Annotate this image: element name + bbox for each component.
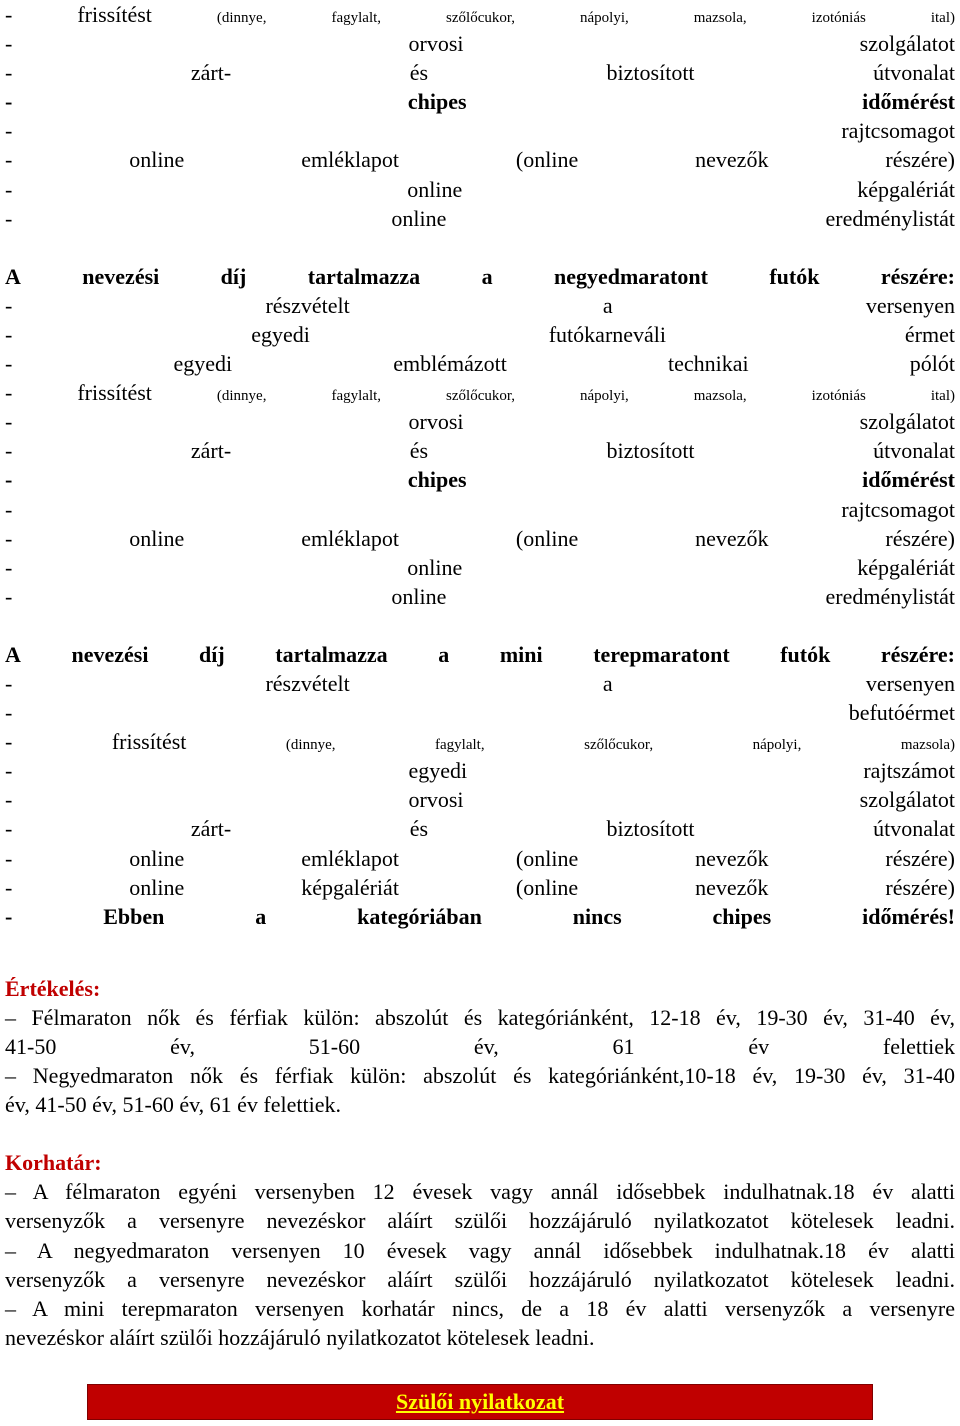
list-item-word: online [391,205,447,231]
list-item-word: nevezők [695,874,769,900]
list-item-word: - [5,351,13,377]
list-item-word: chipes [407,467,467,493]
heading-word: díj [220,263,247,289]
list-item-word: részvételt [265,670,350,696]
list-item [5,902,955,931]
heading-word: a [481,263,493,289]
list-item-word: - [5,409,13,435]
heading-word: A [5,641,21,667]
list-item-word: - [5,496,13,522]
list-item-word: részére) [885,845,955,871]
list-item-word: izotóniás [811,388,866,405]
age-limit-title: Korhatár: [5,1150,102,1176]
heading-word: részére: [880,641,955,667]
list-item [5,844,955,873]
list-item-word: és [409,438,429,464]
list-item [5,145,955,174]
list-item-word: egyedi [408,758,468,784]
list-item [5,407,955,436]
list-item-word: versenyen [865,670,955,696]
list-item-word: nevezők [695,147,769,173]
list-item-word: - [5,2,13,27]
list-item [5,204,955,233]
list-item-word: részére) [885,874,955,900]
list-item-word: szőlőcukor, [446,388,516,405]
list-item-word: - [5,321,13,347]
heading-word: futók [769,263,820,289]
paragraph-line: – A félmaraton egyéni versenyben 12 évesek vagy annál idősebbek indulhatnak.18 év alatti [5,1179,955,1205]
list-item-word: útvonalat [873,60,955,86]
list-item [5,58,955,87]
list-item-word: izotóniás [811,10,866,26]
list-item-word: versenyen [865,292,955,318]
list-item-word: - [5,816,13,842]
heading-word: futók [780,641,831,667]
heading-word: negyedmaratont [553,263,708,289]
list-item-word: mazsola) [900,737,955,754]
list-item-word: (online [515,874,579,900]
list-item-word: chipes [407,89,467,115]
list-item-word: - [5,380,13,406]
list-item-word: zárt- [190,60,232,86]
list-item-word: orvosi [408,787,464,813]
parental-consent-button[interactable] [87,1384,873,1420]
list-item-word: képgalériát [301,874,399,900]
list-item-word: szőlőcukor, [584,737,654,754]
list-item [5,495,955,524]
list-item-word: - [5,845,13,871]
paragraph-line: – Félmaraton nők és férfiak külön: abszolút és kategóriánként, 12-18 év, 19-30 év, 31-40 év, [5,1004,955,1030]
list-item-word: ital) [930,10,955,26]
paragraph-line: nevezéskor aláírt szülői hozzájáruló nyilatkozatot kötelesek leadni. [5,1324,595,1350]
heading-word: nevezési [82,263,160,289]
list-item [5,524,955,553]
list-item [5,87,955,116]
list-item-word: - [5,292,13,318]
list-item [5,756,955,785]
list-item-word: online [407,176,463,202]
list-item-word: eredménylistát [825,205,955,231]
list-item-word: orvosi [408,409,464,435]
list-item-word: - [5,89,13,115]
heading-word: részére: [880,263,955,289]
list-item-word: orvosi [408,31,464,57]
paragraph-line: év, 41-50 év, 51-60 év, 61 év felettiek. [5,1092,341,1118]
heading-word: tartalmazza [307,263,421,289]
list-item-word: egyedi [251,321,310,347]
list-item-word: részére) [885,147,955,173]
list-item [5,116,955,145]
document-page [5,0,955,1352]
list-item-word: frissítést [77,380,152,406]
list-item-word: szolgálatot [859,787,955,813]
list-item-word: emléklapot [301,525,399,551]
list-item-word: nevezők [695,845,769,871]
list-item [5,873,955,902]
list-item-word: online [407,554,463,580]
list-item-word: - [5,670,13,696]
list-item-word: (online [515,525,579,551]
list-item-word: eredménylistát [825,583,955,609]
list-item-word: pólót [909,351,955,377]
list-item [5,175,955,204]
parental-consent-link[interactable]: Szülői nyilatkozat [395,1389,565,1414]
paragraph-line: 41-50 év, 51-60 év, 61 év felettiek [5,1034,955,1059]
evaluation-title: Értékelés: [5,975,101,1001]
list-item-word: chipes [712,903,772,929]
list-item-word: - [5,60,13,86]
list-item-word: zárt- [190,438,232,464]
list-item-word: a [255,903,267,929]
list-item [5,727,955,756]
list-item-word: online [129,525,185,551]
list-item [5,349,955,378]
mini-trail-marathon-includes-heading [5,640,955,669]
list-item [5,320,955,349]
list-item [5,553,955,582]
list-item-word: részére) [885,525,955,551]
list-item [5,291,955,320]
list-item-word: szolgálatot [859,31,955,57]
list-item-word: futókarneváli [548,321,667,347]
list-item-word: - [5,787,13,813]
list-item-word: (dinnye, [216,388,267,405]
list-item-word: - [5,583,13,609]
list-item [5,378,955,407]
age-limit-text [5,1177,955,1352]
heading-word: terepmaratont [593,641,730,667]
list-item-word: - [5,525,13,551]
list-item-word: nevezők [695,525,769,551]
list-item-word: emléklapot [301,845,399,871]
list-item-word: egyedi [173,351,233,377]
list-item-word: online [129,874,185,900]
list-item-word: képgalériát [857,554,955,580]
list-item-word: - [5,700,13,726]
list-item-word: mazsola, [693,388,747,405]
quarter-marathon-includes-heading [5,262,955,291]
list-item-word: - [5,118,13,144]
paragraph-line: – Negyedmaraton nők és férfiak külön: abszolút és kategóriánként,10-18 év, 19-30 év, 31-40 [5,1063,955,1089]
paragraph-line: – A mini terepmaraton versenyen korhatár nincs, de a 18 év alatti versenyzők a versenyre [5,1295,955,1321]
list-item-word: - [5,758,13,784]
list-item-word: biztosított [606,816,695,842]
list-item-word: - [5,176,13,202]
list-item-word: nincs [572,903,622,929]
evaluation-text [5,1003,955,1119]
list-item-word: fagylalt, [331,388,382,405]
list-item-word: mazsola, [693,10,747,26]
list-item-word: a [602,670,613,696]
list-item [5,698,955,727]
list-item-word: - [5,31,13,57]
list-item-word: (online [515,845,579,871]
list-item-word: - [5,874,13,900]
list-item-word: és [409,816,429,842]
list-item [5,0,955,29]
list-item-word: technikai [667,351,749,377]
list-item-word: szolgálatot [859,409,955,435]
heading-word: A [5,263,21,289]
heading-word: tartalmazza [275,641,388,667]
list-item-word: Ebben [103,903,165,929]
list-item-word: befutóérmet [848,700,955,726]
list-item [5,785,955,814]
list-item [5,669,955,698]
list-item-word: időmérés! [862,903,955,929]
list-item-word: részvételt [265,292,350,318]
list-item [5,29,955,58]
list-item [5,465,955,494]
list-item-word: zárt- [190,816,232,842]
heading-word: mini [499,641,543,667]
list-item-word: - [5,205,13,231]
list-item-word: időmérést [862,89,955,115]
list-item-word: online [129,147,185,173]
list-item-word: nápolyi, [580,10,629,26]
list-item-word: biztosított [606,438,695,464]
list-item-word: rajtszámot [863,758,955,784]
entry-includes-list-halfmarathon [5,0,955,233]
list-item-word: - [5,729,13,755]
list-item-word: - [5,147,13,173]
list-item-word: nápolyi, [580,388,629,405]
list-item-word: (dinnye, [285,737,336,754]
list-item-word: ital) [930,388,955,405]
entry-includes-list-mini-trail [5,669,955,931]
list-item-word: - [5,467,13,493]
list-item-word: nápolyi, [752,737,802,754]
list-item-word: emblémázott [393,351,507,377]
list-item-word: (dinnye, [216,10,267,26]
heading-word: a [438,641,450,667]
entry-includes-list-quarter-marathon [5,291,955,611]
list-item-word: útvonalat [873,438,955,464]
list-item-word: kategóriában [357,903,482,929]
paragraph-line: – A negyedmaraton versenyen 10 évesek vagy annál idősebbek indulhatnak.18 év alatti [5,1237,955,1263]
list-item-word: online [391,583,447,609]
list-item-word: útvonalat [873,816,955,842]
list-item-word: képgalériát [857,176,955,202]
list-item-word: frissítést [77,2,152,27]
list-item-word: rajtcsomagot [841,118,955,144]
list-item-word: szőlőcukor, [446,10,516,26]
list-item-word: a [602,292,613,318]
list-item-word: érmet [904,321,955,347]
list-item [5,582,955,611]
list-item-word: - [5,903,13,929]
list-item-word: rajtcsomagot [841,496,955,522]
list-item-word: és [409,60,429,86]
list-item [5,814,955,843]
list-item-word: fagylalt, [435,737,485,754]
heading-word: nevezési [71,641,149,667]
list-item-word: - [5,438,13,464]
list-item-word: fagylalt, [331,10,382,26]
list-item-word: időmérést [862,467,955,493]
paragraph-line: versenyzők a versenyre nevezéskor aláírt szülői hozzájáruló nyilatkozatot kötelesek leadni. [5,1208,955,1234]
list-item-word: biztosított [606,60,695,86]
list-item-word: frissítést [111,729,187,755]
list-item [5,436,955,465]
list-item-word: online [129,845,185,871]
heading-word: díj [199,641,225,667]
list-item-word: (online [515,147,579,173]
list-item-word: - [5,554,13,580]
list-item-word: emléklapot [301,147,399,173]
paragraph-line: versenyzők a versenyre nevezéskor aláírt szülői hozzájáruló nyilatkozatot kötelesek leadni. [5,1266,955,1292]
